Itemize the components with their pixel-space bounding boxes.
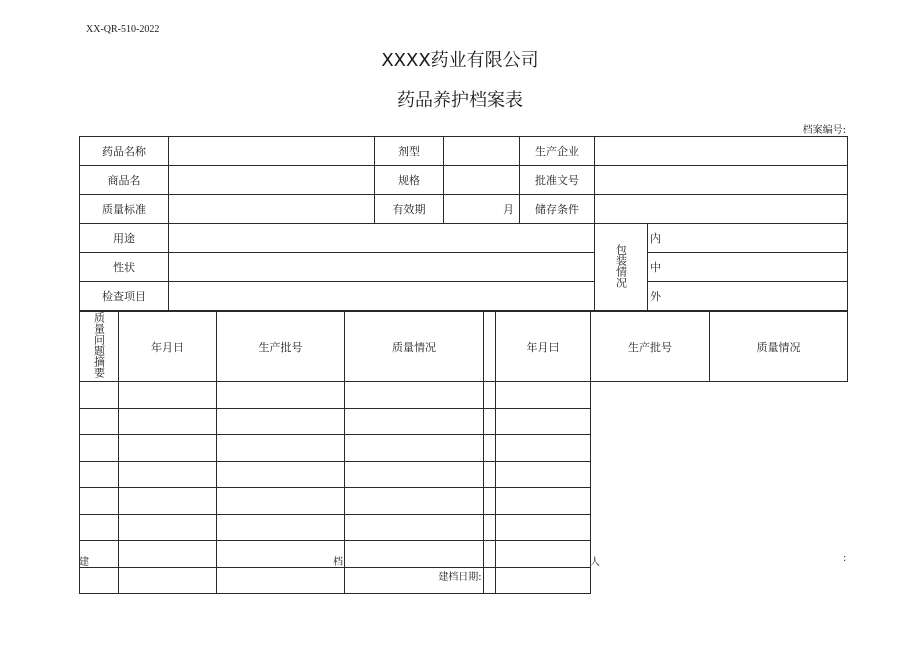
inspection-items-label: 检查项目 [80,282,169,311]
pack-inner-field[interactable] [648,224,848,253]
left-quality-cell[interactable] [217,435,345,462]
specification-label: 规格 [375,166,444,195]
left-date-cell[interactable] [80,514,119,541]
record-row [80,514,848,541]
right-batch-cell[interactable] [484,435,496,462]
pack-middle-label: 中 [650,261,661,274]
right-batch-header: 生产批号 [591,312,710,382]
company-name: XXXX药业有限公司 [381,50,539,71]
properties-label: 性状 [80,253,169,282]
right-batch-cell[interactable] [484,488,496,515]
left-date-cell[interactable] [80,488,119,515]
right-quality-cell[interactable] [496,382,591,409]
usage-label: 用途 [80,224,169,253]
storage-field[interactable] [595,195,848,224]
approval-no-label: 批准文号 [520,166,595,195]
right-date-cell[interactable] [345,514,484,541]
right-quality-cell[interactable] [496,408,591,435]
right-date-header: 年月曰 [496,312,591,382]
right-quality-cell[interactable] [496,461,591,488]
creation-date-label: 建档日期: [438,572,482,583]
left-date-cell[interactable] [80,382,119,409]
pack-inner-label: 内 [650,232,661,245]
document-number: XX-QR-510-2022 [86,24,160,35]
record-row [80,382,848,409]
left-date-cell[interactable] [80,435,119,462]
form-title: 药品养护档案表 [397,90,523,111]
right-date-cell[interactable] [345,382,484,409]
left-date-cell[interactable] [80,461,119,488]
left-batch-cell[interactable] [119,435,217,462]
trade-name-field[interactable] [169,166,375,195]
quality-records-table [79,311,848,594]
trade-name-label: 商品名 [80,166,169,195]
left-quality-cell[interactable] [217,461,345,488]
left-quality-cell[interactable] [217,514,345,541]
footer-colon: : [843,553,847,564]
footer-char-ren: 人 [590,557,600,568]
right-quality-cell[interactable] [496,488,591,515]
footer-creator-row [79,553,847,567]
specification-field[interactable] [444,166,520,195]
left-batch-cell[interactable] [119,461,217,488]
inspection-items-field[interactable] [169,282,595,311]
pack-middle-field[interactable] [648,253,848,282]
record-row [80,408,848,435]
record-row [80,488,848,515]
left-date-header: 年月日 [119,312,217,382]
quality-issue-summary-text: 质量问题摘要 [92,312,106,378]
right-quality-header: 质量情况 [710,312,848,382]
right-batch-cell[interactable] [484,514,496,541]
quality-standard-label: 质量标准 [80,195,169,224]
left-quality-cell[interactable] [217,488,345,515]
packaging-label-text: 包装情况 [614,243,628,288]
left-date-cell[interactable] [80,408,119,435]
drug-name-label: 药品名称 [80,137,169,166]
right-date-cell[interactable] [345,435,484,462]
record-row [80,461,848,488]
pack-outer-field[interactable] [648,282,848,311]
usage-field[interactable] [169,224,595,253]
left-quality-header: 质量情况 [345,312,484,382]
left-quality-cell[interactable] [217,382,345,409]
right-batch-cell[interactable] [484,408,496,435]
left-batch-cell[interactable] [119,382,217,409]
left-batch-header: 生产批号 [217,312,345,382]
quality-issue-summary-label [80,312,119,382]
right-date-cell[interactable] [345,488,484,515]
right-date-cell[interactable] [345,461,484,488]
left-batch-cell[interactable] [119,408,217,435]
right-date-cell[interactable] [345,408,484,435]
right-batch-cell[interactable] [484,461,496,488]
approval-no-field[interactable] [595,166,848,195]
left-batch-cell[interactable] [119,488,217,515]
validity-label: 有效期 [375,195,444,224]
right-quality-cell[interactable] [496,435,591,462]
footer-char-dang: 档 [333,557,343,568]
pack-outer-label: 外 [650,290,661,303]
left-batch-cell[interactable] [119,514,217,541]
right-batch-cell[interactable] [484,382,496,409]
storage-label: 储存条件 [520,195,595,224]
quality-standard-field[interactable] [169,195,375,224]
dosage-form-label: 剂型 [375,137,444,166]
right-quality-cell[interactable] [496,514,591,541]
left-quality-cell[interactable] [217,408,345,435]
archive-number-label: 档案编号: [802,125,846,136]
dosage-form-field[interactable] [444,137,520,166]
drug-name-field[interactable] [169,137,375,166]
drug-info-table [79,136,848,311]
packaging-label [595,224,648,311]
manufacturer-label: 生产企业 [520,137,595,166]
record-row [80,435,848,462]
validity-unit: 月 [503,203,514,216]
properties-field[interactable] [169,253,595,282]
footer-char-jian: 建 [79,557,89,568]
column-gap [484,312,496,382]
manufacturer-field[interactable] [595,137,848,166]
validity-field[interactable] [444,195,520,224]
